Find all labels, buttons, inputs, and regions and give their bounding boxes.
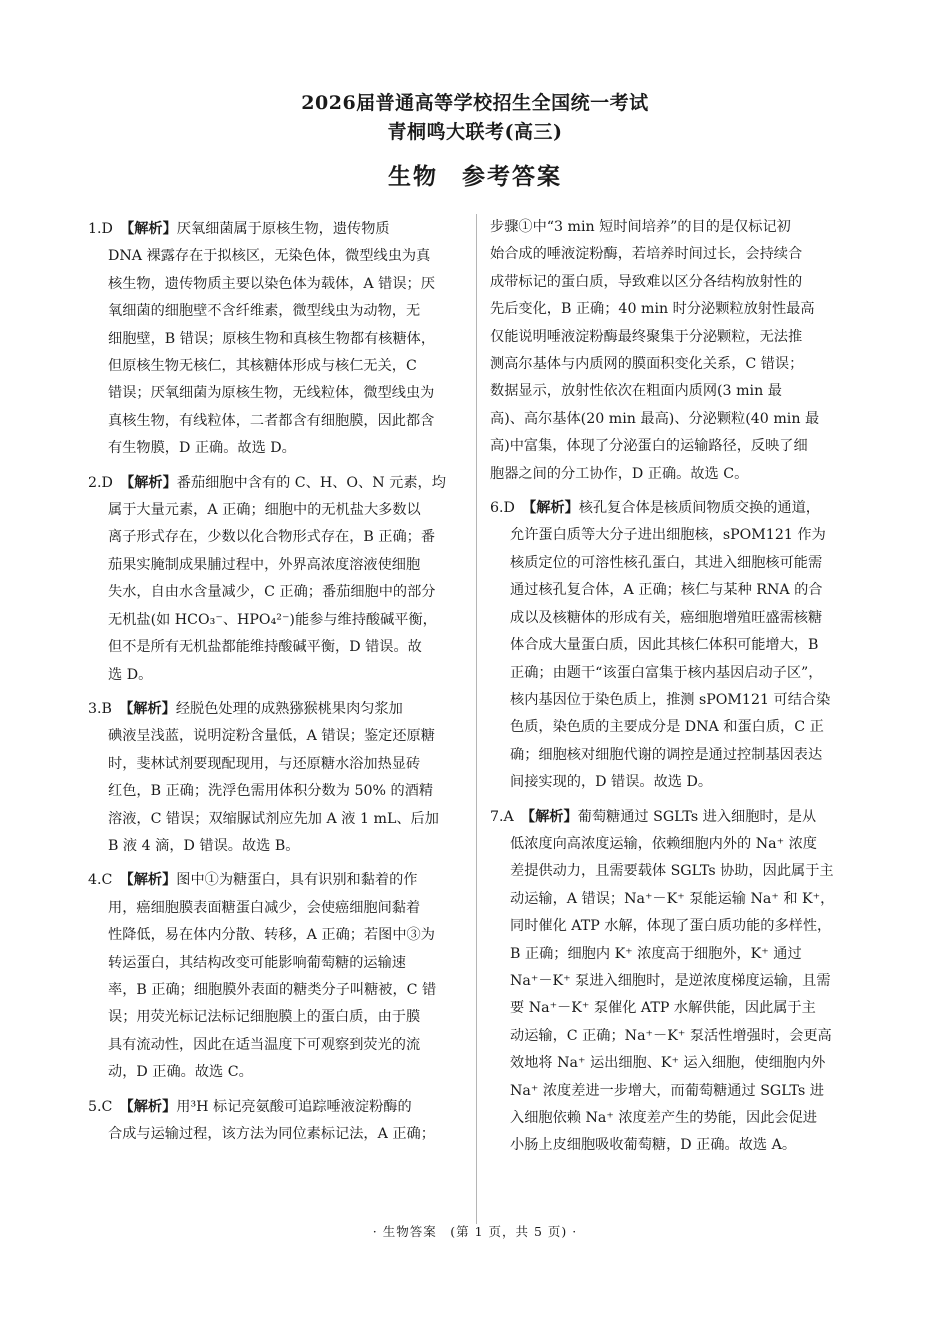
answer-line: 测高尔基体与内质网的膜面积变化关系，C 错误； xyxy=(490,356,804,373)
analysis-tag: 【解析】 xyxy=(119,1098,177,1115)
answer-line: 核生物，遗传物质主要以染色体为载体，A 错误；厌 xyxy=(108,275,435,292)
answer-first-line xyxy=(490,804,862,831)
exam-title: 2026届普通高等学校招生全国统一考试 xyxy=(301,92,649,114)
answer-line: 成以及核糖体的形成有关，癌细胞增殖旺盛需核糖 xyxy=(510,609,823,626)
analysis-tag: 【解析】 xyxy=(119,872,177,889)
answer-line: DNA 裸露存在于拟核区，无染色体，微型线虫为真 xyxy=(108,248,431,265)
answer-line: 色质，染色质的主要成分是 DNA 和蛋白质，C 正 xyxy=(510,719,824,736)
answer-line: 细胞壁，B 错误；原核生物和真核生物都有核糖体， xyxy=(108,330,436,347)
answer-line: 离子形式存在，少数以化合物形式存在，B 正确；番 xyxy=(108,529,436,546)
answer-line: 间接实现的，D 错误。故选 D。 xyxy=(510,774,713,791)
answer-line: 体合成大量蛋白质，因此其核仁体积可能增大，B xyxy=(510,637,819,654)
answer-line: 红色，B 正确；洗浮色需用体积分数为 50% 的酒精 xyxy=(108,783,434,800)
page-title xyxy=(0,158,950,191)
answer-line: 无机盐(如 HCO₃⁻、HPO₄²⁻)能参与维持酸碱平衡， xyxy=(108,611,437,628)
answer-line: 核内基因位于染色质上，推测 sPOM121 可结合染 xyxy=(510,691,831,708)
page-footer: · 生物答案 (第 1 页，共 5 页) · xyxy=(372,1224,578,1239)
answer-text: 厌氧细菌属于原核生物，遗传物质 xyxy=(176,221,390,237)
answer-number: 6.D xyxy=(490,500,515,517)
answer-item xyxy=(88,470,460,689)
answer-line: 但不是所有无机盐都能维持酸碱平衡，D 错误。故 xyxy=(108,639,422,656)
answer-item xyxy=(490,804,862,1160)
answer-number: 1.D xyxy=(88,221,113,237)
answer-line: 允许蛋白质等大分子进出细胞核，sPOM121 作为 xyxy=(510,527,826,544)
answer-text: 经脱色处理的成熟猕猴桃果肉匀浆加 xyxy=(175,700,403,717)
answer-text: 图中①为糖蛋白，具有识别和黏着的作 xyxy=(176,872,418,889)
answer-line: 通过核孔复合体，A 正确；核仁与某种 RNA 的合 xyxy=(510,582,823,599)
answer-line: 动运输，A 错误；Na⁺－K⁺ 泵能运输 Na⁺ 和 K⁺， xyxy=(510,890,835,907)
answer-number: 7.A xyxy=(490,808,514,825)
answer-line: 动，D 正确。故选 C。 xyxy=(108,1064,253,1081)
answer-line: 氧细菌的细胞壁不含纤维素，微型线虫为动物，无 xyxy=(108,303,421,320)
answer-label: 参考答案 xyxy=(462,163,562,190)
right-column xyxy=(490,214,862,1167)
answer-line: 差提供动力，且需要载体 SGLTs 协助，因此属于主 xyxy=(510,863,834,880)
answer-first-line xyxy=(490,495,862,522)
answer-line: 错误；厌氧细菌为原核生物，无线粒体，微型线虫为 xyxy=(108,385,435,402)
answer-line: 时，斐林试剂要现配现用，与还原糖水浴加热显砖 xyxy=(108,755,421,772)
answer-line: 确；细胞核对细胞代谢的调控是通过控制基因表达 xyxy=(510,746,823,763)
answer-first-line xyxy=(88,696,460,723)
answer-line: 性降低，易在体内分散、转移，A 正确；若图中③为 xyxy=(108,927,435,944)
answer-line: 有生物膜，D 正确。故选 D。 xyxy=(108,440,296,457)
answer-line: 始合成的唾液淀粉酶，若培养时间过长，会持续合 xyxy=(490,246,803,263)
answer-line: 小肠上皮细胞吸收葡萄糖，D 正确。故选 A。 xyxy=(510,1137,797,1154)
answer-line: 先后变化，B 正确；40 min 时分泌颗粒放射性最高 xyxy=(490,301,815,318)
answer-line: Na⁺ 浓度差进一步增大，而葡萄糖通过 SGLTs 进 xyxy=(510,1082,824,1099)
answer-line: 核质定位的可溶性核孔蛋白，其进入细胞核可能需 xyxy=(510,554,823,571)
answer-number: 5.C xyxy=(88,1098,113,1115)
subject-label: 生物 xyxy=(388,163,438,190)
exam-subtitle: 青桐鸣大联考(高三) xyxy=(387,121,563,143)
answer-number: 3.B xyxy=(88,700,112,717)
answer-line: 入细胞依赖 Na⁺ 浓度差产生的势能，因此会促进 xyxy=(510,1110,817,1126)
answer-line: 正确；由题干“该蛋白富集于核内基因启动子区”， xyxy=(510,664,823,681)
answer-item xyxy=(88,867,460,1086)
answer-line: 步骤①中“3 min 短时间培养”的目的是仅标记初 xyxy=(490,219,791,235)
answer-line: 转运蛋白，其结构改变可能影响葡萄糖的运输速 xyxy=(108,954,406,971)
answer-first-line xyxy=(88,867,460,894)
answer-line: 具有流动性，因此在适当温度下可观察到荧光的流 xyxy=(108,1036,421,1053)
answer-line: 失水，自由水含量减少，C 正确；番茄细胞中的部分 xyxy=(108,584,436,601)
answer-text: 用³H 标记亮氨酸可追踪唾液淀粉酶的 xyxy=(176,1098,412,1115)
answer-line: 同时催化 ATP 水解，体现了蛋白质功能的多样性， xyxy=(510,918,832,935)
answer-line: 数据显示，放射性依次在粗面内质网(3 min 最 xyxy=(490,383,782,400)
answer-item xyxy=(490,495,862,796)
answer-line: B 正确；细胞内 K⁺ 浓度高于细胞外，K⁺ 通过 xyxy=(510,945,802,962)
answer-line: Na⁺－K⁺ 泵进入细胞时，是逆浓度梯度运输，且需 xyxy=(510,972,831,989)
answer-line: 要 Na⁺－K⁺ 泵催化 ATP 水解供能，因此属于主 xyxy=(510,1000,816,1017)
answer-first-line xyxy=(88,1094,460,1121)
answer-line: 仅能说明唾液淀粉酶最终聚集于分泌颗粒，无法推 xyxy=(490,328,803,345)
analysis-tag: 【解析】 xyxy=(520,808,578,825)
answer-text: 番茄细胞中含有的 C、H、O、N 元素，均 xyxy=(176,474,446,491)
answer-item xyxy=(490,214,862,488)
analysis-tag: 【解析】 xyxy=(522,500,579,517)
answer-line: 误；用荧光标记法标记细胞膜上的蛋白质，由于膜 xyxy=(108,1009,421,1026)
answer-line: 但原核生物无核仁，其核糖体形成与核仁无关，C xyxy=(108,358,417,375)
answer-line: 合成与运输过程，该方法为同位素标记法，A 正确； xyxy=(108,1126,435,1142)
answer-line: 选 D。 xyxy=(108,666,153,683)
answer-number: 2.D xyxy=(88,474,113,491)
answer-line: 高)、高尔基体(20 min 最高)、分泌颗粒(40 min 最 xyxy=(490,410,820,427)
answer-item xyxy=(88,216,460,463)
left-column xyxy=(88,216,460,1155)
answer-line: 溶液，C 错误；双缩脲试剂应先加 A 液 1 mL、后加 xyxy=(108,810,439,827)
answer-first-line xyxy=(88,216,460,243)
answer-item xyxy=(88,696,460,860)
answer-line: 动运输，C 正确；Na⁺－K⁺ 泵活性增强时，会更高 xyxy=(510,1027,832,1044)
column-divider xyxy=(476,214,477,1224)
answer-line: 效地将 Na⁺ 运出细胞、K⁺ 运入细胞，使细胞内外 xyxy=(510,1055,826,1072)
analysis-tag: 【解析】 xyxy=(119,700,176,717)
answer-line: 胞器之间的分工协作，D 正确。故选 C。 xyxy=(490,465,749,482)
answer-text: 核孔复合体是核质间物质交换的通道， xyxy=(578,500,820,517)
analysis-tag: 【解析】 xyxy=(120,474,177,491)
answer-line: 低浓度向高浓度运输，依赖细胞内外的 Na⁺ 浓度 xyxy=(510,835,817,852)
answer-line: 成带标记的蛋白质，导致难以区分各结构放射性的 xyxy=(490,273,803,290)
answer-text: 葡萄糖通过 SGLTs 进入细胞时，是从 xyxy=(577,808,817,825)
answer-line: B 液 4 滴，D 错误。故选 B。 xyxy=(108,837,300,854)
answer-line: 茄果实腌制成果脯过程中，外界高浓度溶液使细胞 xyxy=(108,556,421,573)
analysis-tag: 【解析】 xyxy=(120,221,177,237)
answer-line: 碘液呈浅蓝，说明淀粉含量低，A 错误；鉴定还原糖 xyxy=(108,728,435,745)
answer-item xyxy=(88,1094,460,1149)
answer-line: 用，癌细胞膜表面糖蛋白减少，会使癌细胞间黏着 xyxy=(108,899,421,916)
answer-line: 真核生物，有线粒体，二者都含有细胞膜，因此都含 xyxy=(108,412,435,429)
answer-line: 高)中富集，体现了分泌蛋白的运输路径，反映了细 xyxy=(490,438,808,455)
answer-line: 属于大量元素，A 正确；细胞中的无机盐大多数以 xyxy=(108,502,421,519)
answer-line: 率，B 正确；细胞膜外表面的糖类分子叫糖被，C 错 xyxy=(108,981,437,998)
answer-first-line xyxy=(88,470,460,497)
answer-number: 4.C xyxy=(88,872,113,889)
